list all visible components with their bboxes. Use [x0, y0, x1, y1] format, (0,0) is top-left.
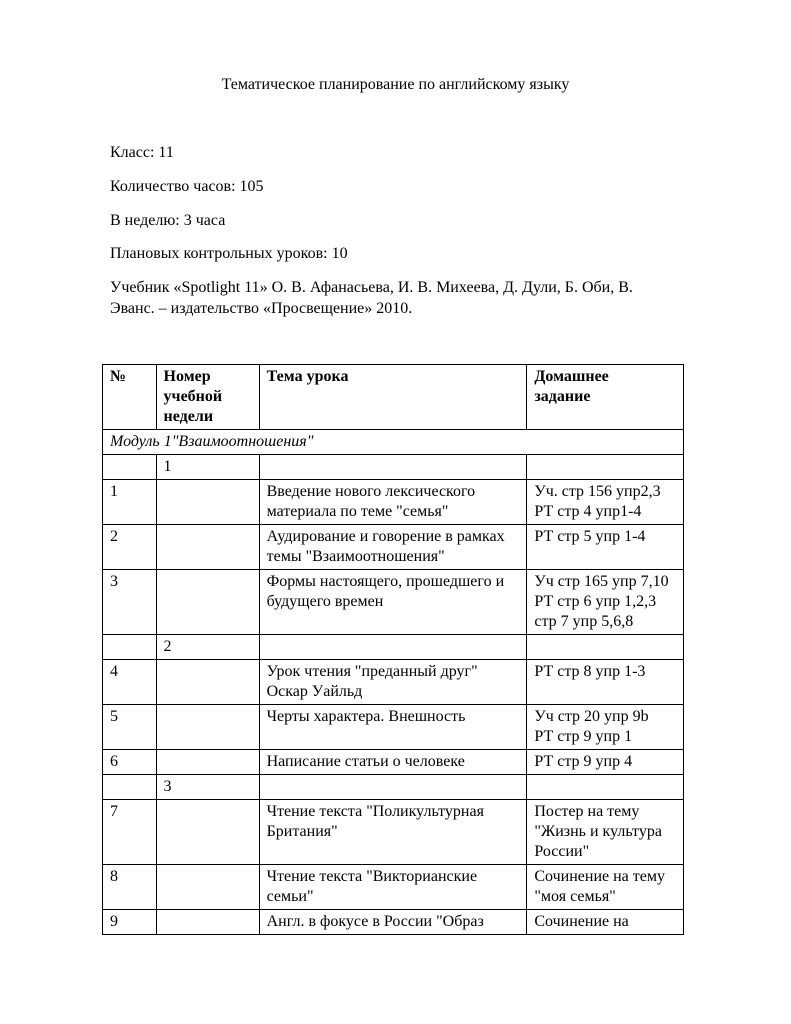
cell-topic: Формы настоящего, прошедшего и будущего времен: [259, 570, 527, 635]
cell-topic: Англ. в фокусе в России "Образ: [259, 910, 527, 935]
homework-line: Уч стр 20 упр 9b: [534, 708, 649, 725]
cell-topic: Введение нового лексического материала по теме "семья": [259, 480, 527, 525]
homework-line: Сочинение на тему "моя семья": [534, 868, 665, 905]
cell-week: [156, 480, 259, 525]
header-num: №: [103, 365, 157, 430]
grade-line: Класс: 11: [110, 144, 174, 161]
cell-homework: [527, 570, 684, 635]
homework-line: РТ стр 6 упр 1,2,3: [534, 593, 657, 610]
cell-homework: [527, 800, 684, 865]
homework-line: стр 7 упр 5,6,8: [534, 613, 634, 630]
per-week-line: В неделю: 3 часа: [110, 212, 226, 229]
cell-num: 1: [103, 480, 157, 525]
table-row: [103, 480, 684, 525]
homework-line: Уч стр 165 упр 7,10: [534, 573, 669, 590]
textbook-line-1: Учебник «Spotlight 11» О. В. Афанасьева, И. В. Михеева, Д. Дули, Б. Оби, В.: [110, 279, 633, 296]
module-title: Модуль 1"Взаимоотношения": [103, 430, 684, 455]
cell-homework: [527, 635, 684, 660]
cell-week: [156, 525, 259, 570]
homework-line: Сочинение на: [534, 913, 629, 930]
table-row: [103, 660, 684, 705]
cell-week: 1: [156, 455, 259, 480]
tests-line: Плановых контрольных уроков: 10: [110, 245, 348, 262]
table-row: [103, 750, 684, 775]
table-header-row: [103, 365, 684, 430]
cell-topic: [259, 635, 527, 660]
cell-num: [103, 455, 157, 480]
cell-num: 7: [103, 800, 157, 865]
table-row: [103, 635, 684, 660]
cell-topic: [259, 775, 527, 800]
cell-week: 3: [156, 775, 259, 800]
cell-week: [156, 865, 259, 910]
document-title: Тематическое планирование по английскому языку: [221, 76, 570, 93]
cell-homework: [527, 910, 684, 935]
cell-homework: [527, 660, 684, 705]
table-row: [103, 705, 684, 750]
cell-num: [103, 775, 157, 800]
header-homework: [527, 365, 684, 430]
cell-homework: [527, 480, 684, 525]
cell-week: [156, 570, 259, 635]
header-week: [156, 365, 259, 430]
planning-table: [102, 364, 684, 935]
table-row: [103, 865, 684, 910]
cell-homework: [527, 865, 684, 910]
homework-line: РТ стр 5 упр 1-4: [534, 528, 646, 545]
cell-topic: Черты характера. Внешность: [259, 705, 527, 750]
textbook-line-2: Эванс. – издательство «Просвещение» 2010.: [110, 300, 413, 317]
cell-topic: [259, 455, 527, 480]
header-week-line-1: Номер: [163, 368, 211, 385]
cell-num: 6: [103, 750, 157, 775]
cell-topic: Аудирование и говорение в рамках темы "Взаимоотношения": [259, 525, 527, 570]
cell-topic: Написание статьи о человеке: [259, 750, 527, 775]
homework-line: РТ стр 4 упр1-4: [534, 503, 642, 520]
table-row: [103, 910, 684, 935]
cell-homework: [527, 775, 684, 800]
table-row: [103, 525, 684, 570]
table-row: [103, 455, 684, 480]
cell-week: 2: [156, 635, 259, 660]
cell-week: [156, 910, 259, 935]
cell-num: 4: [103, 660, 157, 705]
homework-line: РТ стр 9 упр 4: [534, 753, 633, 770]
cell-homework: [527, 750, 684, 775]
cell-week: [156, 705, 259, 750]
homework-line: Постер на тему "Жизнь и культура России": [534, 803, 662, 860]
table-row: [103, 775, 684, 800]
header-topic: Тема урока: [259, 365, 527, 430]
cell-homework: [527, 525, 684, 570]
module-row: [103, 430, 684, 455]
header-week-line-2: учебной: [163, 388, 223, 405]
header-homework-line-2: задание: [534, 388, 591, 405]
cell-homework: [527, 455, 684, 480]
table-row: [103, 800, 684, 865]
cell-week: [156, 660, 259, 705]
table-row: [103, 570, 684, 635]
header-homework-line-1: Домашнее: [534, 368, 609, 385]
cell-topic: Чтение текста "Поликультурная Британия": [259, 800, 527, 865]
cell-num: 2: [103, 525, 157, 570]
textbook-line: [110, 277, 720, 319]
cell-topic: Чтение текста "Викторианские семьи": [259, 865, 527, 910]
cell-homework: [527, 705, 684, 750]
homework-line: РТ стр 8 упр 1-3: [534, 663, 646, 680]
cell-num: 3: [103, 570, 157, 635]
homework-line: Уч. стр 156 упр2,3: [534, 483, 661, 500]
cell-week: [156, 800, 259, 865]
header-week-line-3: недели: [163, 408, 214, 425]
hours-line: Количество часов: 105: [110, 178, 264, 195]
cell-num: [103, 635, 157, 660]
cell-num: 8: [103, 865, 157, 910]
cell-num: 9: [103, 910, 157, 935]
cell-num: 5: [103, 705, 157, 750]
cell-topic: Урок чтения "преданный друг" Оскар Уайльд: [259, 660, 527, 705]
homework-line: РТ стр 9 упр 1: [534, 728, 633, 745]
cell-week: [156, 750, 259, 775]
